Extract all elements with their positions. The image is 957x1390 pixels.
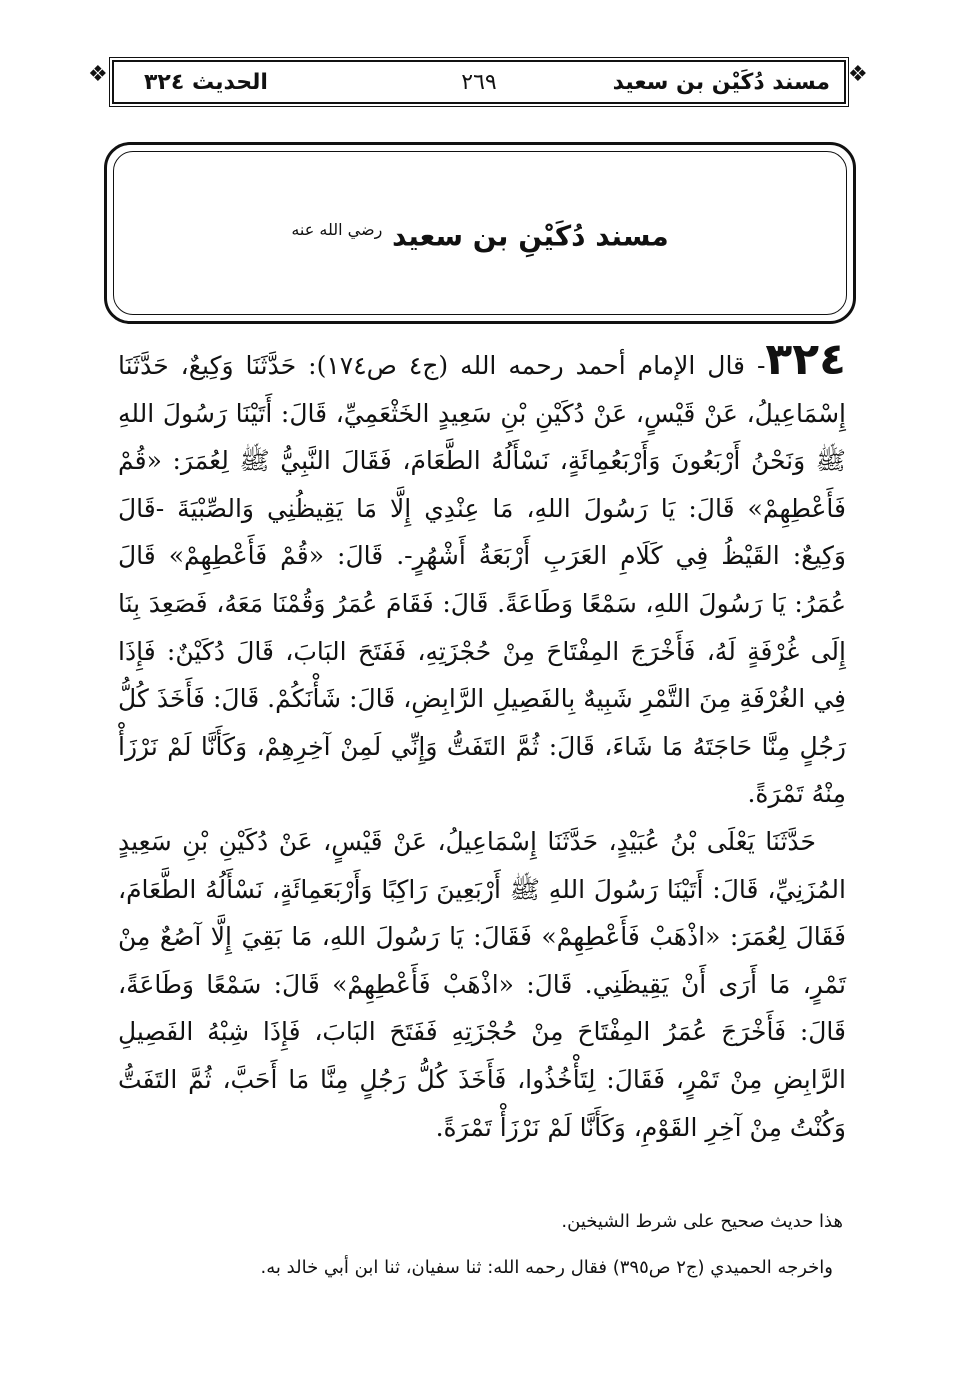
hadith-body <box>118 334 846 1151</box>
section-title <box>107 213 853 253</box>
header-musnad-title: مسند دُكَيْن بن سعيد <box>612 70 830 95</box>
hadith-paragraph-1-text: - قال الإمام أحمد رحمه الله (ج٤ ص١٧٤): حَدَّثَنَا وَكِيعٌ، حَدَّثَنَا إِسْمَاعِيلُ، عَنْ قَيْسٍ، عَنْ دُكَيْنِ بْنِ سَعِيدٍ الخَثْعَمِيِّ، قَالَ: أَتَيْنَا رَسُولَ اللهِ ﷺ وَنَحْنُ أَرْبَعُونَ وَأَرْبَعُمِائَةٍ، نَسْأَلُهُ الطَّعَامَ، فَقَالَ النَّبِيُّ ﷺ لِعُمَرَ: «قُمْ فَأَعْطِهِمْ» قَالَ: يَا رَسُولَ اللهِ، مَا عِنْدِي إِلَّا مَا يَقِيظُنِي وَالصِّبْيَةَ -قَالَ وَكِيعٌ: القَيْظُ فِي كَلَامِ العَرَبِ أَرْبَعَةُ أَشْهُرٍ-. قَالَ: «قُمْ فَأَعْطِهِمْ» قَالَ عُمَرُ: يَا رَسُولَ اللهِ، سَمْعًا وَطَاعَةً. قَالَ: فَقَامَ عُمَرُ وَقُمْنَا مَعَهُ، فَصَعِدَ بِنَا إِلَى غُرْفَةٍ لَهُ، فَأَخْرَجَ المِفْتَاحَ مِنْ حُجْزَتِهِ، فَفَتَحَ البَابَ، قَالَ دُكَيْنٌ: فَإِذَا فِي الغُرْفَةِ مِنَ التَّمْرِ شَبِيهٌ بِالفَصِيلِ الرَّابِضِ، قَالَ: شَأْنَكُمْ. قَالَ: فَأَخَذَ كُلُّ رَجُلٍ مِنَّا حَاجَتَهُ مَا شَاءَ، قَالَ: ثُمَّ التَفَتُّ وَإِنِّي لَمِنْ آخِرِهِمْ، وَكَأَنَّا لَمْ نَرْزَأْ مِنْهُ تَمْرَةً. <box>118 351 846 809</box>
page-number: ٢٦٩ <box>461 70 497 95</box>
takhrij-note: واخرجه الحميدي (ج٢ ص٣٩٥) فقال رحمه الله: ثنا سفيان، ثنا ابن أبي خالد به. <box>260 1257 833 1278</box>
grading-note: هذا حديث صحيح على شرط الشيخين. <box>561 1211 843 1232</box>
header-ornament-left-icon: ❖ <box>88 62 108 87</box>
section-title-frame <box>104 142 856 324</box>
header-ornament-right-icon: ❖ <box>848 62 868 87</box>
hadith-paragraph-1 <box>118 334 846 818</box>
hadith-paragraph-2: حَدَّثَنَا يَعْلَى بْنُ عُبَيْدٍ، حَدَّثَنَا إِسْمَاعِيلُ، عَنْ قَيْسٍ، عَنْ دُكَيْنِ بْنِ سَعِيدٍ المُزَنِيِّ، قَالَ: أَتَيْنَا رَسُولَ اللهِ ﷺ أَرْبَعِينَ رَاكِبًا وَأَرْبَعَمِائَةٍ، نَسْأَلُهُ الطَّعَامَ، فَقَالَ لِعُمَرَ: «اذْهَبْ فَأَعْطِهِمْ» فَقَالَ: يَا رَسُولَ اللهِ، مَا بَقِيَ إِلَّا آصُعٌ مِنْ تَمْرٍ، مَا أَرَى أَنْ يَقِيظَنِي. قَالَ: «اذْهَبْ فَأَعْطِهِمْ» قَالَ: سَمْعًا وَطَاعَةً، قَالَ: فَأَخْرَجَ عُمَرُ المِفْتَاحَ مِنْ حُجْزَتِهِ فَفَتَحَ البَابَ، فَإِذَا شِبْهُ الفَصِيلِ الرَّابِضِ مِنْ تَمْرٍ، فَقَالَ: لِتَأْخُذُوا، فَأَخَذَ كُلُّ رَجُلٍ مِنَّا مَا أَحَبَّ، ثُمَّ التَفَتُّ وَكُنْتُ مِنْ آخِرِ القَوْمِ، وَكَأَنَّا لَمْ نَرْزَأْ تَمْرَةً. <box>118 826 846 1142</box>
honorific-seal-icon: رضي الله عنه <box>291 220 383 239</box>
hadith-number: ٣٢٤ <box>765 334 846 385</box>
header-hadith-number: الحديث ٣٢٤ <box>144 70 268 95</box>
running-header <box>112 60 846 104</box>
section-title-text: مسند دُكَيْنِ بن سعيد <box>392 219 669 253</box>
